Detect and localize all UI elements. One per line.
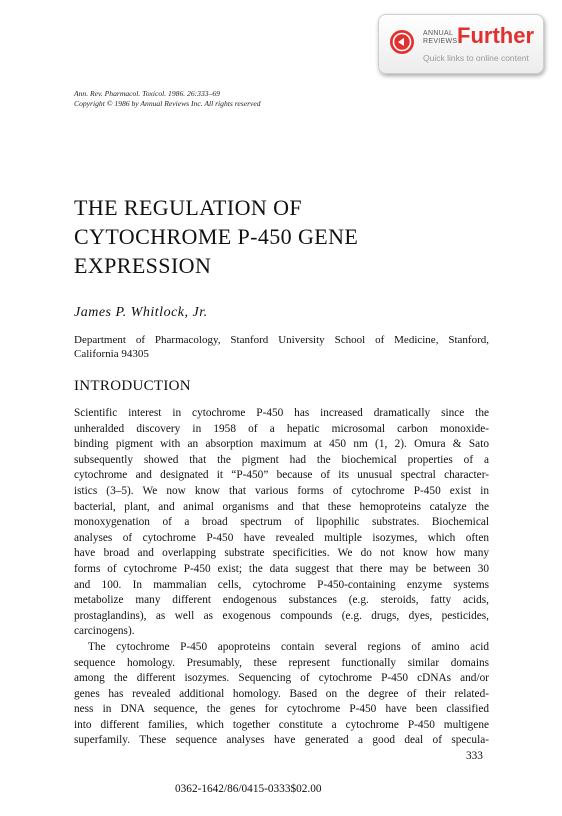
body-line: carcinogens). [74,625,135,638]
title-line: THE REGULATION OF [74,195,303,220]
body-line: superfamily. These sequence analyses have generated a good deal of specula- [74,734,489,747]
journal-citation [74,89,261,109]
price-code: 0362-1642/86/0415-0333$02.00 [175,783,322,795]
citation-line: Ann. Rev. Pharmacol. Toxicol. 1986. 26:333–69 [74,89,220,98]
body-line: sequence homology. Presumably, these represent functionally similar domains [74,656,489,669]
body-line: metabolize many different endogenous substances (e.g. steroids, fatty acids, [74,594,489,607]
body-line: binding pigment with an absorption maximum at 450 nm (1, 2). Omura & Sato [74,438,489,451]
badge-further-label: Further [457,23,534,48]
body-line: into different families, which together constitute a cytochrome P-450 multigene [74,718,489,731]
author-name: James P. Whitlock, Jr. [74,305,208,320]
body-line: unheralded discovery in 1958 of a hepatic microsomal carbon monoxide- [74,422,489,435]
affiliation-line: California 94305 [74,348,149,360]
body-line: analyses of cytochrome P-450 have revealed multiple isozymes, which often [74,531,489,544]
body-line: have broad and overlapping substrate specificities. We do not know how many [74,547,489,560]
badge-brand: ANNUAL REVIEWS [423,30,458,45]
body-line: istics (3–5). We now know that various forms of cytochrome P-450 exist in [74,484,489,497]
badge-subtitle: Quick links to online content [423,53,529,63]
body-line: Scientific interest in cytochrome P-450 has increased dramatically since the [74,407,489,419]
body-line: cytochrome and designated it “P-450” because of its unusual spectral character- [74,469,489,482]
author-affiliation [74,333,489,361]
body-line: and 100. In mammalian cells, cytochrome P-450-containing enzyme systems [74,578,489,591]
section-heading: INTRODUCTION [74,378,191,394]
article-title [74,193,358,280]
body-line: The cytochrome P-450 apoproteins contain several regions of amino acid [88,640,489,653]
page-number: 333 [466,750,483,762]
body-line: prostaglandins), as well as exogenous compounds (e.g. drugs, dyes, pesticides, [74,609,489,622]
title-line: EXPRESSION [74,253,212,278]
body-line: among the different isozymes. Sequencing of cytochrome P-450 cDNAs and/or [74,672,489,685]
body-line: genes has revealed additional homology. Based on the degree of their related- [74,687,489,700]
title-line: CYTOCHROME P-450 GENE [74,224,359,249]
copyright-line: Copyright © 1986 by Annual Reviews Inc. All rights reserved [74,99,261,108]
body-text [74,406,489,749]
affiliation-line: Department of Pharmacology, Stanford University School of Medicine, Stanford, [74,334,489,346]
further-badge[interactable] [378,14,544,74]
body-line: bacterial, plant, and animal organisms and that these hemoproteins catalyze the [74,500,489,513]
body-line: ness in DNA sequence, the genes for cytochrome P-450 have been classified [74,703,489,716]
body-line: subsequently showed that the pigment had the biochemical properties of a [74,453,489,466]
body-line: monoxygenation of a broad spectrum of lipophilic substrates. Biochemical [74,516,489,529]
body-line: forms of cytochrome P-450 exist; the data suggest that there may be between 30 [74,562,489,575]
play-back-icon [389,29,415,55]
